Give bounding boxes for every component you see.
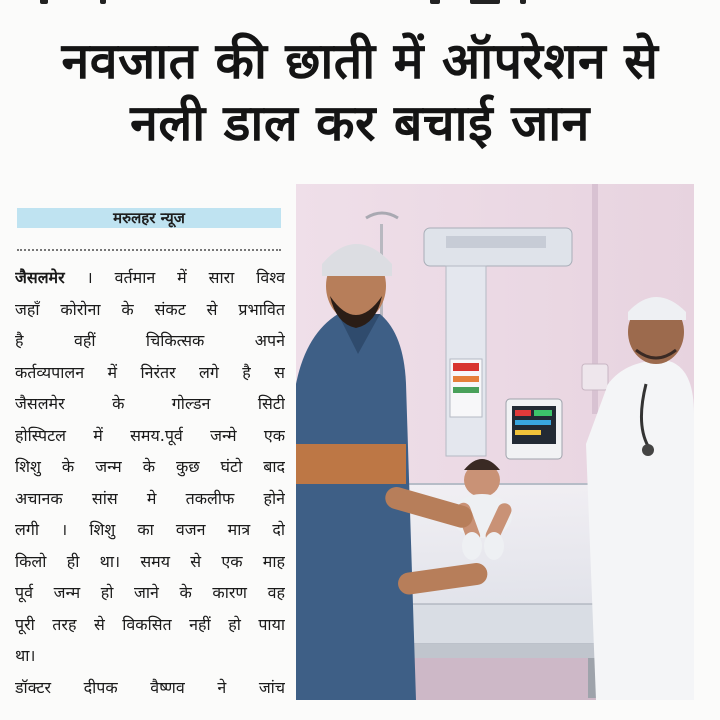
previous-article-cutoff bbox=[0, 0, 720, 10]
article-line: किलो ही था। समय से एक माह bbox=[15, 551, 285, 571]
news-photo bbox=[296, 184, 694, 700]
article-line: है वहीं चिकित्सक अपने bbox=[15, 331, 285, 350]
headline-line-1: नवजात की छाती में ऑपरेशन से bbox=[61, 32, 659, 90]
article-line: अचानक सांस मे तकलीफ होने bbox=[15, 488, 285, 508]
article-body bbox=[15, 262, 285, 703]
article-line: था। bbox=[15, 646, 36, 665]
article-line: लगी । शिशु का वजन मात्र दो bbox=[15, 520, 285, 539]
dateline-place: जैसलमेर bbox=[15, 268, 65, 287]
headline-line-2: नली डाल कर बचाई जान bbox=[130, 94, 590, 152]
article-line: कर्तव्यपालन में निरंतर लगे है स bbox=[15, 362, 285, 382]
byline: मरुलहर न्यूज bbox=[113, 209, 185, 227]
article-line: डॉक्टर दीपक वैष्णव ने जांच bbox=[15, 677, 285, 697]
dotted-divider bbox=[17, 249, 281, 251]
headline bbox=[0, 30, 720, 154]
article-line: शिशु के जन्म के कुछ घंटो बाद bbox=[15, 457, 285, 476]
article-line: जैसलमेर के गोल्डन सिटी bbox=[15, 394, 285, 413]
article-line-1-rest: । वर्तमान में सारा विश्व bbox=[86, 268, 285, 287]
article-line bbox=[15, 262, 285, 294]
article-line: जहाँ कोरोना के संकट से प्रभावित bbox=[15, 299, 285, 319]
article-line: पूर्व जन्म हो जाने के कारण वह bbox=[15, 583, 285, 602]
article-line: पूरी तरह से विकसित नहीं हो पाया bbox=[15, 614, 285, 634]
news-photo-illustration bbox=[296, 184, 694, 700]
article-line: होस्पिटल में समय.पूर्व जन्मे एक bbox=[15, 425, 285, 445]
